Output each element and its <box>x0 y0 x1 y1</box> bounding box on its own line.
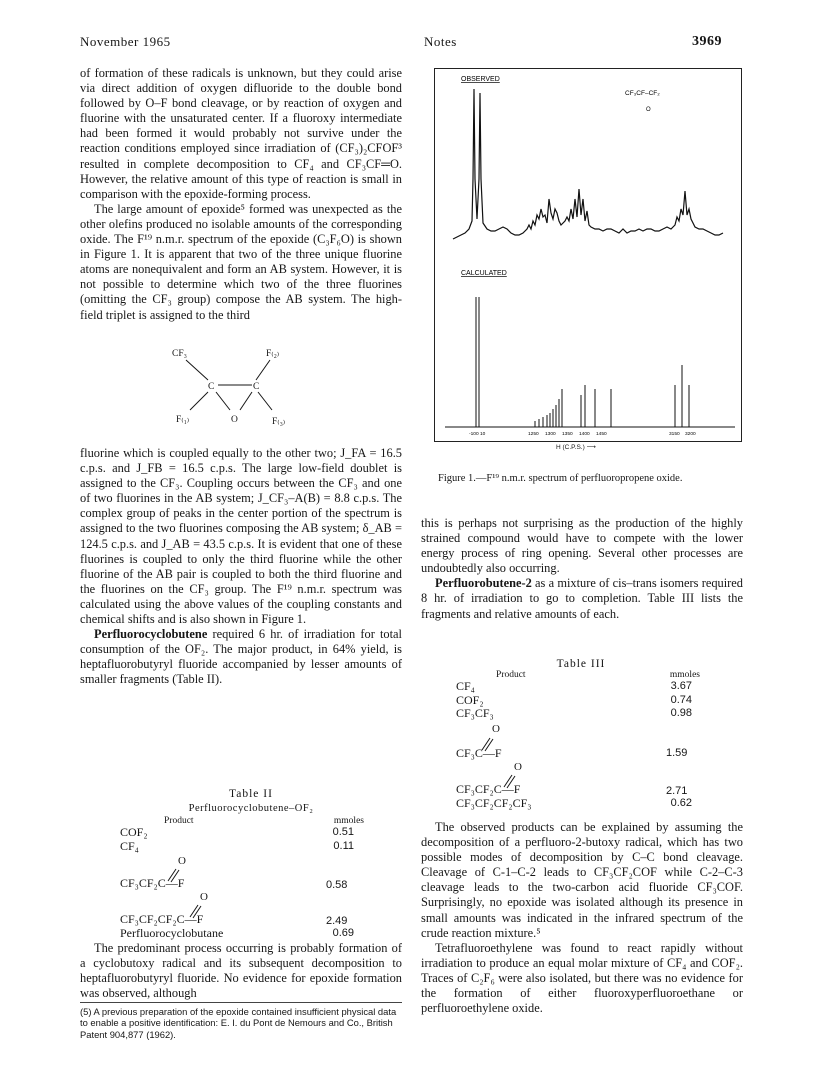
cell-product: COF₂ <box>456 692 484 707</box>
carbonyl-oxygen: O <box>514 760 522 773</box>
cell-product: CF₄ <box>456 679 475 693</box>
structure-f1: F₍₁₎ <box>176 415 190 425</box>
structure-o: O <box>231 415 238 425</box>
cell-product: COF₂ <box>120 825 148 839</box>
table-subtitle: Perfluorocyclobutene–OF₂ <box>188 803 314 814</box>
footnote: (5) A previous preparation of the epoxide contained insufficient physical data to enable a positive identification: E. I. du Pont de Nemours and Co., British Patent 904,877 (1962). <box>80 1002 402 1040</box>
cell-mmoles: 3.67 <box>670 680 692 692</box>
cell-mmoles: 0.51 <box>332 826 354 838</box>
x-tick-label: 1400 <box>579 432 590 437</box>
cell-mmoles: 2.71 <box>666 784 688 797</box>
table-row <box>120 840 382 854</box>
paragraph: The observed products can be explained by assuming the decomposition of a perfluoro-2-butoxy radical, which has two possible modes of decomposition by C–C bond cleavage. Cleavage of C-1–C-2 leads to CF₃CF₂COF while C-2–C-3 cleavage leads to the two-carbon acid fluoride CF₃COF. Surprisingly, no epoxide was isolated although its presence in small amounts was indicated in the infrared spectrum of the crude reaction mixture.⁵ <box>421 820 743 940</box>
cell-product: CF₃CF₃ <box>456 706 494 720</box>
left-column-middle <box>80 446 402 688</box>
x-tick-label: 1250 <box>528 432 539 437</box>
right-column-top <box>421 516 743 622</box>
bond <box>190 392 208 410</box>
structure-c-right: C <box>253 382 260 392</box>
x-tick-label: 1300 <box>545 432 556 437</box>
column-header-product: Product <box>164 816 194 826</box>
x-tick-labels <box>469 431 696 437</box>
cell-product: CF₃CF₂CF₂CF₃ <box>456 795 532 810</box>
cell-mmoles: 0.58 <box>326 879 348 891</box>
column-header-mmoles: mmoles <box>333 816 364 826</box>
table-row <box>456 680 706 694</box>
arrow-right-icon: ⟶ <box>586 444 596 451</box>
bond <box>256 360 270 380</box>
structure-f2: F₍₂₎ <box>266 349 280 359</box>
figure-caption: Figure 1.—F¹⁹ n.m.r. spectrum of perfluoropropene oxide. <box>438 473 683 484</box>
compound-heading: Perfluorobutene-2 <box>435 576 532 591</box>
x-tick-label: 1450 <box>596 432 607 437</box>
table-row <box>456 797 706 811</box>
bond <box>258 392 272 410</box>
structure-cf3: CF₃ <box>172 349 187 359</box>
molecule-oxygen: O <box>646 107 651 113</box>
cell-mmoles: 0.11 <box>333 839 354 852</box>
table-title: Table II <box>229 788 273 800</box>
left-column-top <box>80 66 402 323</box>
x-tick-label: 3150 <box>669 432 680 437</box>
paragraph: The large amount of epoxide⁵ formed was unexpected as the other olefins produced no isolable amounts of the corresponding oxide. The F¹⁹ n.m.r. spectrum of the epoxide (C₃F₆O) is shown in Figure 1. It is apparent that two of the three unique fluorine atoms are nonequivalent and form an AB system. However, it is not possible to determine which two of the three fluorines (omitting the CF₃ group) compose the AB system. The high-field triplet is assigned to the third <box>80 201 402 322</box>
cell-mmoles: 0.74 <box>670 693 692 706</box>
cell-product: CF₃CF₂CF₂C—F <box>120 912 204 926</box>
structure-c-left: C <box>208 382 215 392</box>
cell-mmoles: 0.69 <box>332 927 354 939</box>
table-row <box>120 855 382 891</box>
paragraph: of formation of these radicals is unknown, but they could arise via direct addition of oxygen difluoride to the double bond followed by O–F bond cleavage, or by reaction of oxygen and fluorine with the unsaturated center. If a fluoroxy intermediate had been formed it would probably not survive under the reaction conditions employed since irradiation of (CF₃)₂CFOF³ resulted in complete decomposition to CF₄ and CF₃CF═O. However, the relative amount of this type of reaction is small in comparison with the epoxide-forming process. <box>80 66 402 201</box>
running-header-section: Notes <box>424 34 457 49</box>
table-row <box>456 721 706 761</box>
calculated-label: CALCULATED <box>461 270 507 277</box>
bond <box>186 360 208 380</box>
paragraph: this is perhaps not surprising as the production of the highly strained compound would have to compete with the lower energy process of ring opening. Several other processes are undoubtedly also occurring. <box>421 516 743 576</box>
x-axis-label: H (C.P.S.) ⟶ <box>556 444 596 451</box>
table-row <box>120 927 382 941</box>
table-row <box>456 761 706 797</box>
cell-mmoles: 0.62 <box>670 796 692 809</box>
epoxide-structure <box>80 342 402 434</box>
x-tick-label: -10 <box>469 432 476 437</box>
carbonyl-oxygen: O <box>492 722 500 735</box>
compound-heading: Perfluorocyclobutene <box>94 627 208 642</box>
paragraph: as a mixture of cis–trans isomers required 8 hr. of irradiation to go to completion. Table III lists the fragments and relative amounts of each. <box>421 576 743 621</box>
table-3 <box>456 658 706 810</box>
cell-product: CF₃CF₂C—F <box>120 876 185 890</box>
cell-product: CF₃C—F <box>456 745 502 760</box>
paragraph: The predominant process occurring is probably formation of a cyclobutoxy radical and its subsequent decomposition to heptafluorobutyryl fluoride. No evidence for epoxide formation was observed, although <box>80 941 402 1001</box>
x-tick-label: 3200 <box>685 432 696 437</box>
x-tick-label: 0 <box>476 432 479 437</box>
paragraph: Tetrafluoroethylene was found to react rapidly without irradiation to produce an equal molar mixture of CF₄ and COF₂. Traces of C₂F₆ were also isolated, but there was no evidence for the formation of either fluoroxyperfluoroethane or perfluoroethylene oxide. <box>421 940 743 1016</box>
bond <box>240 392 252 410</box>
table-row <box>456 694 706 708</box>
column-header-mmoles: mmoles <box>669 670 700 680</box>
carbonyl-oxygen: O <box>178 855 186 867</box>
table-row <box>120 891 382 927</box>
x-tick-label: 1350 <box>562 432 573 437</box>
cell-product: CF₄ <box>120 838 139 853</box>
cell-mmoles: 1.59 <box>666 746 688 759</box>
cell-product: CF₃CF₂C—F <box>456 781 521 796</box>
paragraph: required 6 hr. of irradiation for total consumption of the OF₂. The major product, in 64% yield, is heptafluorobutyryl fluoride accompanied by lesser amounts of smaller fragments (Table II). <box>80 627 402 687</box>
cell-product: Perfluorocyclobutane <box>120 926 224 940</box>
cell-mmoles: 2.49 <box>326 915 348 927</box>
table-title: Table III <box>556 658 606 670</box>
carbonyl-oxygen: O <box>200 891 208 903</box>
table-row <box>120 826 382 840</box>
paragraph: fluorine which is coupled equally to the other two; J_FA = 16.5 c.p.s. and J_FB = 16.5 c.p.s. The large low-field doublet is assigned to the CF₃. Coupling occurs between the CF₃ and one of two fluorines in the AB system; J_CF₃–A(B) = 8.8 c.p.s. The complex group of peaks in the center portion of the spectrum is assigned to the two fluorines composing the AB system; δ_AB = 124.5 c.p.s. and J_AB = 43.5 c.p.s. It is evident that one of these fluorines is coupled to only the third fluorine while the other fluorine of the AB pair is coupled to both the third fluorine and the fluorines on the CF₃ group. The F¹⁹ n.m.r. spectrum was calculated using the above values of the coupling constants and chemical shifts and is also shown in Figure 1. <box>80 446 402 627</box>
right-column-bottom <box>421 820 743 1016</box>
calculated-stick-spectrum <box>476 297 689 427</box>
x-tick-label: 10 <box>480 432 486 437</box>
table-2 <box>120 788 382 941</box>
molecule-label: CF₃CF–CF₂ <box>625 90 660 97</box>
nmr-spectrum-plot <box>435 69 743 443</box>
cell-mmoles: 0.98 <box>670 707 692 719</box>
left-column-bottom <box>80 941 402 1001</box>
bond <box>216 392 230 410</box>
structure-f3: F₍₃₎ <box>272 417 286 427</box>
page-number: 3969 <box>692 34 722 49</box>
observed-label: OBSERVED <box>461 76 500 83</box>
observed-spectrum-trace <box>453 89 723 239</box>
column-header-product: Product <box>496 670 526 680</box>
running-header-date: November 1965 <box>80 34 171 49</box>
figure-1-nmr-spectrum <box>434 68 742 442</box>
table-row <box>456 707 706 721</box>
